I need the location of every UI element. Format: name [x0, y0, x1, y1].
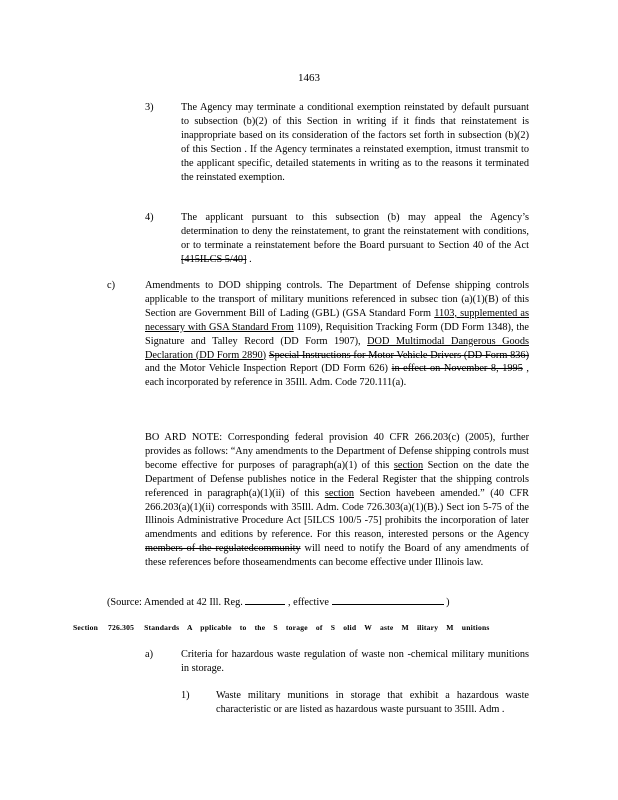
board-note-part-4: will need to notify the Board of any amendments of these references before thoseamendments can become effective under Illinois law.: [145, 543, 529, 569]
source-text-2: , effective: [285, 597, 332, 608]
item-c-struck-1: Special Instructions for Motor Vehicle Drivers (DD Form 836): [268, 349, 530, 361]
page-number: 1463: [298, 72, 320, 84]
reg-page-blank: [245, 594, 285, 605]
section-heading: [73, 623, 513, 632]
item-a1-text: Waste military munitions in storage that exhibit a hazardous waste characteristic or are listed as hazardous waste pursuant to 35Ill. Adm .: [216, 690, 529, 715]
item-c-label: c): [107, 280, 115, 291]
source-note: [107, 594, 450, 610]
item-c-struck-2: in effect on November 8, 1995: [391, 363, 523, 375]
item-c-underline-1: 1103, supplemented as necessary with GSA Standard From: [145, 307, 530, 333]
item-a1-label: 1): [181, 690, 190, 701]
section-word: Section: [73, 623, 99, 632]
effective-date-blank: [332, 594, 444, 605]
struck-statute-cite: [415ILCS 5/40]: [181, 253, 247, 265]
item-c-underline-2: DOD Multimodal Dangerous Goods Declaration (DD Form 2890): [145, 335, 529, 361]
source-text-1: (Source: Amended at 42 Ill. Reg.: [107, 597, 246, 608]
section-title: Standards A pplicable to the S torage of S olid W aste M ilitary M unitions: [144, 623, 490, 632]
item-c-part-2: 1109), Requisition Tracking Form (DD Form 1348), the Signature and Talley Record (DD Form 1907),: [145, 321, 530, 347]
board-note-part-3: Section havebeen amended.” (40 CFR 266.203(a)(1)(ii) corresponds with 35Ill. Adm. Code 726.303(a)(1)(B).) Sect ion 5-75 of the Illinois Administrative Procedure Act [5ILCS 100/5 -75] prohibits the incorporation of later amendments and editions by reference. For this reason, interested persons or the Agency: [145, 487, 529, 541]
item-4-label: 4): [145, 212, 154, 223]
item-c-part-4: and the Motor Vehicle Inspection Report (DD Form 626): [145, 363, 392, 375]
item-4-text-end: .: [246, 253, 252, 265]
section-number: 726.305: [108, 623, 135, 632]
item-a-text: Criteria for hazardous waste regulation of waste non -chemical military munitions in storage.: [181, 649, 529, 674]
item-3-label: 3): [145, 102, 154, 113]
item-3-text: The Agency may terminate a conditional exemption reinstated by default pursuant to subsection (b)(2) of this Section in writing if it finds that reinstatement is inappropriate based on its consideration of the factors set forth in subsection (b)(2) of this Section . If the Agency terminates a reinstated exemption, itmust transmit to the applicant specific, detailed statements in writing as to the reasons it terminated the reinstated exemption.: [181, 102, 529, 183]
board-note: [145, 431, 529, 570]
item-a-label: a): [145, 649, 153, 660]
item-c-text: [145, 279, 529, 390]
item-c-part-5: , each incorporated by reference in 35Ill. Adm. Code 720.111(a).: [145, 363, 530, 389]
board-note-part-1: BO ARD NOTE: Corresponding federal provision 40 CFR 266.203(c) (2005), further provides as follows: “Any amendments to the Department of Defense shipping controls must become effective for purposes of paragraph(a)(1) of this: [145, 432, 529, 471]
source-text-3: ): [443, 597, 450, 608]
board-note-underline-1: section: [393, 459, 424, 471]
item-4-text: [181, 211, 529, 267]
board-note-part-2: Section on the date the Department of Defense publishes notice in the Federal Register that the shipping controls referenced in paragraph(a)(1)(ii) of this: [145, 459, 529, 499]
item-c-part-1: Amendments to DOD shipping controls. The Department of Defense shipping controls applicable to the transport of military munitions referenced in subsec tion (a)(1)(B) of this Section are Government Bill of Lading (GBL) (GSA Standard Form: [145, 280, 529, 319]
item-4-text-main: The applicant pursuant to this subsection (b) may appeal the Agency’s determination to deny the reinstatement, to grant the reinstatement with conditions, or to terminate a reinstatement before the Board pursuant to Section 40 of the Act: [181, 212, 529, 251]
board-note-underline-2: section: [324, 487, 354, 499]
board-note-struck-1: members of the regulatedcommunity: [145, 543, 301, 555]
